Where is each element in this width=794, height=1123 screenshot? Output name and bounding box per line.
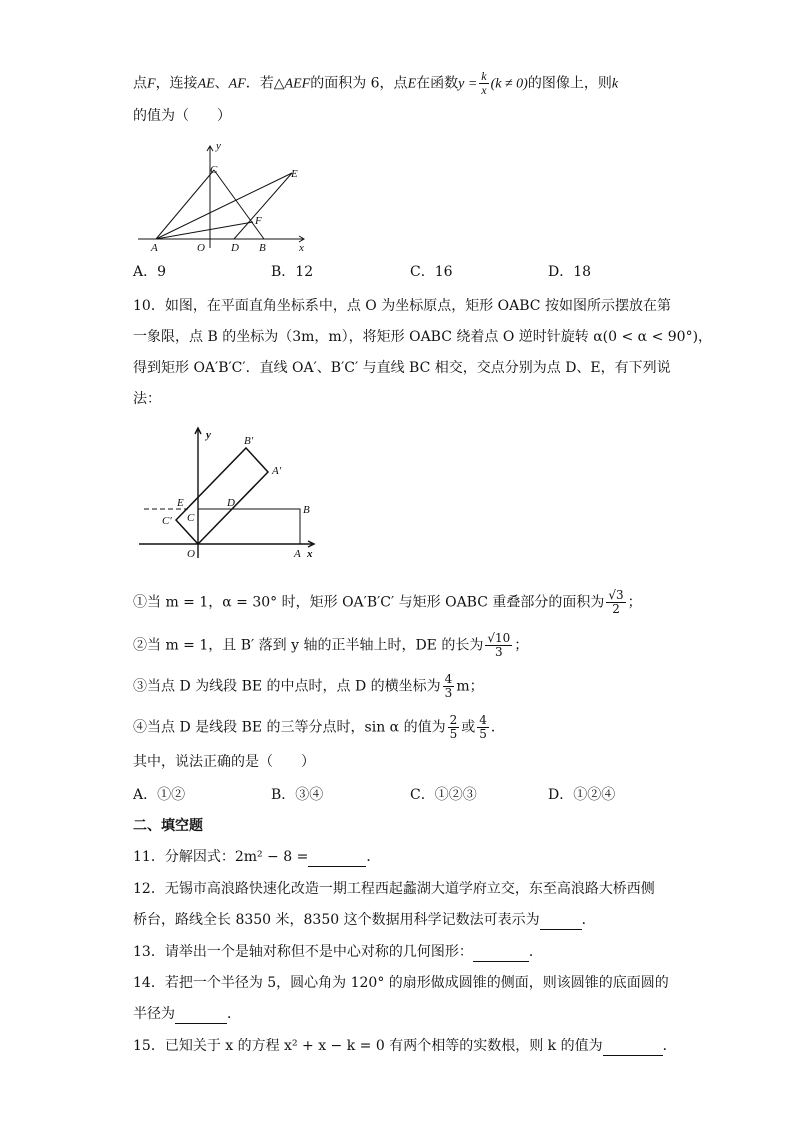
q10-choice-d[interactable]: D．①②④ — [548, 787, 616, 803]
q10-line-3: 得到矩形 OA′B′C′．直线 OA′、B′C′ 与直线 BC 相交，交点分别为点 D、E，有下列说 — [133, 360, 671, 376]
q10-figure — [136, 424, 326, 564]
q10-statement-3: ③当点 D 为线段 BE 的中点时，点 D 的横坐标为 $\frac{4}{3}$ m； — [133, 672, 484, 700]
q10-label-y: y — [206, 429, 211, 441]
q9-label-C: C — [210, 164, 218, 176]
q11-answer-blank[interactable] — [308, 852, 366, 867]
q10-label-Aprime: A′ — [272, 465, 282, 477]
q9-segment-AE — [156, 173, 292, 239]
q15: 15．已知关于 x 的方程 x² + x − k = 0 有两个相等的实数根，则 k 的值为 ． — [133, 1038, 677, 1054]
q9-choice-b[interactable]: B．12 — [271, 264, 314, 280]
q10-label-Cprime: C′ — [162, 515, 172, 527]
q14-answer-blank[interactable] — [175, 1009, 227, 1024]
q9-label-E: E — [291, 168, 298, 180]
q9-line-1: 点F，连接AE、AF．若△AEF的面积为 6，点E在函数y = $\frac{k}{x}$ (k ≠ 0)的图像上，则k — [133, 69, 619, 97]
q9-function-fraction: $\frac{k}{x}$ — [481, 69, 487, 97]
q9-line-2: 的值为（ ） — [133, 108, 231, 124]
q10-rect-rotated — [176, 448, 268, 544]
q10-label-x: x — [307, 548, 313, 560]
q9-segment-DE — [234, 173, 292, 239]
q9-segment-AF — [156, 222, 253, 239]
section-2-title: 二、填空题 — [133, 818, 203, 834]
q9-label-O: O — [197, 242, 205, 252]
q10-choice-a[interactable]: A．①② — [133, 787, 186, 803]
q10-s4-fraction-1: $\frac{2}{5}$ — [449, 713, 458, 741]
q9-label-D: D — [231, 242, 239, 252]
q9-segment-CB — [214, 170, 264, 239]
q10-label-B: B — [303, 504, 310, 516]
q12-answer-blank[interactable] — [540, 915, 582, 930]
q10-ask: 其中，说法正确的是（ ） — [133, 754, 315, 770]
q10-rect-OABC — [198, 509, 300, 544]
q10-s3-fraction: $\frac{4}{3}$ — [444, 672, 453, 700]
q9-label-x: x — [299, 242, 304, 252]
q9-choice-c[interactable]: C．16 — [410, 264, 453, 280]
q15-answer-blank[interactable] — [603, 1041, 663, 1056]
q10-label-E: E — [177, 497, 184, 509]
q10-label-C: C — [187, 512, 195, 524]
q10-label-D: D — [227, 497, 235, 509]
q12-line-2: 桥台，路线全长 8350 米，8350 这个数据用科学记数法可表示为 ． — [133, 912, 596, 928]
q9-label-F: F — [255, 215, 262, 227]
q10-s2-fraction: $\frac{√10}{3}$ — [487, 631, 511, 659]
q14-line-2: 半径为 ． — [133, 1006, 241, 1022]
q10-statement-1: ①当 m = 1，α = 30° 时，矩形 OA′B′C′ 与矩形 OABC 重叠部分的面积为 $\frac{√3}{2}$ ； — [133, 588, 642, 616]
q9-segment-AC — [156, 170, 214, 239]
q12-line-1: 12．无锡市高浪路快速化改造一期工程西起蠡湖大道学府立交，东至高浪路大桥西侧 — [133, 881, 655, 897]
q10-line-2: 一象限，点 B 的坐标为（3m，m），将矩形 OABC 绕着点 O 逆时针旋转 α(0 < α < 90°)， — [133, 329, 713, 345]
q9-label-y: y — [216, 140, 221, 152]
q13-answer-blank[interactable] — [473, 947, 529, 962]
q10-line-1: 10．如图，在平面直角坐标系中，点 O 为坐标原点，矩形 OABC 按如图所示摆放在第 — [133, 298, 671, 314]
q10-label-Bprime: B′ — [244, 435, 254, 447]
q10-label-O: O — [187, 548, 195, 560]
q10-statement-4: ④当点 D 是线段 BE 的三等分点时，sin α 的值为 $\frac{2}{5}$ 或 $\frac{4}{5}$ ． — [133, 713, 505, 741]
q9-figure — [136, 140, 316, 252]
q10-s4-fraction-2: $\frac{4}{5}$ — [479, 713, 487, 741]
q10-label-A: A — [294, 548, 301, 560]
q9-choice-d[interactable]: D．18 — [548, 264, 592, 280]
q10-choice-b[interactable]: B．③④ — [271, 787, 324, 803]
q10-statement-2: ②当 m = 1，且 B′ 落到 y 轴的正半轴上时，DE 的长为 $\frac{√10}{3}$ ； — [133, 631, 529, 659]
q10-line-4: 法： — [133, 391, 161, 407]
q14-line-1: 14．若把一个半径为 5，圆心角为 120° 的扇形做成圆锥的侧面，则该圆锥的底面圆的 — [133, 975, 669, 991]
q11: 11．分解因式：2m² − 8 = ． — [133, 849, 381, 865]
q10-s1-fraction: $\frac{√3}{2}$ — [608, 588, 624, 616]
q9-label-A: A — [151, 242, 158, 252]
q10-choice-c[interactable]: C．①②③ — [410, 787, 477, 803]
q9-label-B: B — [259, 242, 266, 252]
q9-choice-a[interactable]: A．9 — [133, 264, 167, 280]
q13: 13．请举出一个是轴对称但不是中心对称的几何图形： ． — [133, 944, 543, 960]
